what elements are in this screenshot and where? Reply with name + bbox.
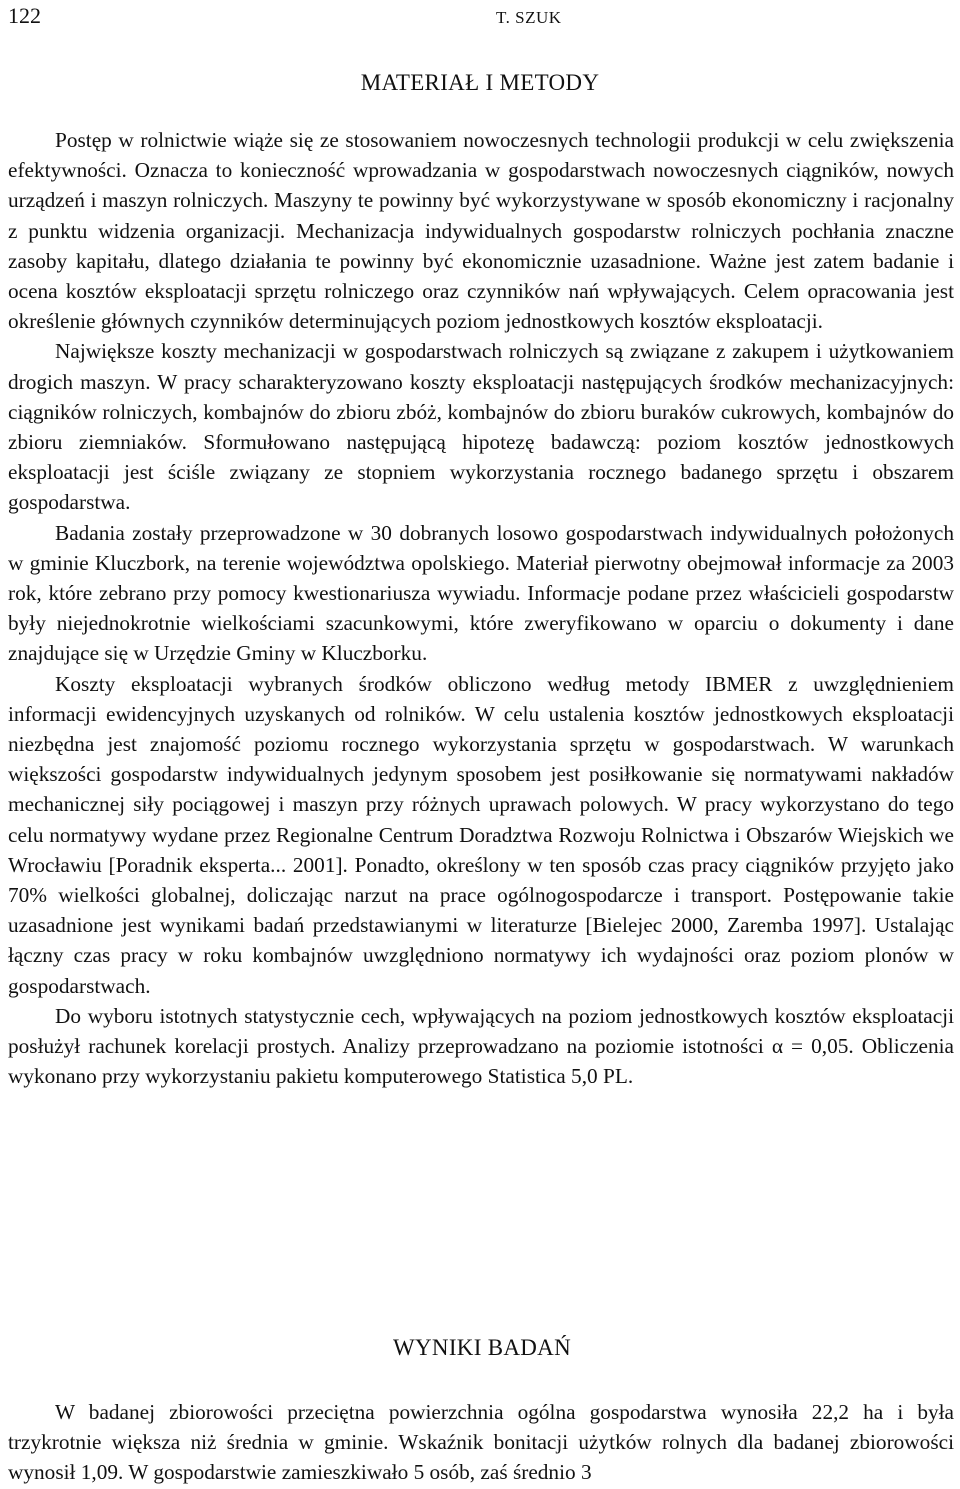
paragraph: Największe koszty mechanizacji w gospodarstwach rolniczych są związane z zakupem i użytkowaniem drogich maszyn. W pracy scharakteryzowano koszty eksploatacji następujących środków mechanizacyjnych: ciągników rolniczych, kombajnów do zbioru zbóż, kombajnów do zbioru buraków cukrowych, kombajnów do zbioru ziemniaków. Sformułowano następującą hipotezę badawczą: poziom kosztów jednostkowych eksploatacji jest ściśle związany ze stopniem wykorzystania rocznego badanego sprzętu i obszarem gospodarstwa. xyxy=(8,339,954,515)
results-body xyxy=(8,1397,954,1488)
paragraph: W badanej zbiorowości przeciętna powierzchnia ogólna gospodarstwa wynosiła 22,2 ha i była trzykrotnie większa niż średnia w gminie. Wskaźnik bonitacji użytków rolnych dla badanej zbiorowości wynosił 1,09. W gospodarstwie zamieszkiwało 5 osób, zaś średnio 3 xyxy=(8,1400,954,1485)
paragraph: Postęp w rolnictwie wiąże się ze stosowaniem nowoczesnych technologii produkcji w celu zwiększenia efektywności. Oznacza to konieczność wprowadzania w gospodarstwach nowoczesnych ciągników, nowych urządzeń i maszyn rolniczych. Maszyny te powinny być wykorzystywane w sposób ekonomiczny i racjonalny z punktu widzenia organizacji. Mechanizacja indywidualnych gospodarstw rolniczych pochłania znaczne zasoby kapitału, dlatego działania te powinny być ekonomicznie uzasadnione. Ważne jest zatem badanie i ocena kosztów eksploatacji sprzętu rolniczego oraz czynników nań wpływających. Celem opracowania jest określenie głównych czynników determinujących poziom jednostkowych kosztów eksploatacji. xyxy=(8,128,954,334)
running-header xyxy=(8,2,950,34)
paragraph: Koszty eksploatacji wybranych środków obliczono według metody IBMER z uwzględnieniem informacji ewidencyjnych uzyskanych od rolników. W celu ustalenia kosztów jednostkowych eksploatacji niezbędna jest znajomość poziomu rocznego wykorzystania sprzętu w gospodarstwach. W warunkach większości gospodarstw indywidualnych jedynym sposobem jest posiłkowanie się normatywami nakładów mechanicznej siły pociągowej i maszyn przy różnych uprawach polowych. W pracy wykorzystano do tego celu normatywy wydane przez Regionalne Centrum Doradztwa Rozwoju Rolnictwa i Obszarów Wiejskich we Wrocławiu [Poradnik eksperta... 2001]. Ponadto, określony w ten sposób czas pracy ciągników przyjęto jako 70% wielkości globalnej, doliczając narzut na prace ogólnogospodarcze i transport. Postępowanie takie uzasadnione jest wynikami badań przedstawianymi w literaturze [Bielejec 2000, Zaremba 1997]. Ustalając łączny czas pracy w roku kombajnów uwzględniono normatywy ich wydajności oraz poziom plonów w gospodarstwach. xyxy=(8,671,954,998)
paragraph: Do wyboru istotnych statystycznie cech, wpływających na poziom jednostkowych kosztów eksploatacji posłużył rachunek korelacji prostych. Analizy przeprowadzano na poziomie istotności α = 0,05. Obliczenia wykonano przy wykorzystaniu pakietu komputerowego Statistica 5,0 PL. xyxy=(8,1003,954,1089)
page-number: 122 xyxy=(8,3,41,28)
running-head-author: T. SZUK xyxy=(496,8,562,27)
methods-body xyxy=(8,125,954,1092)
paragraph: Badania zostały przeprowadzone w 30 dobranych losowo gospodarstwach indywidualnych położonych w gminie Kluczbork, na terenie województwa opolskiego. Materiał pierwotny obejmował informacje za 2003 rok, które zebrano przy pomocy kwestionariusza wywiadu. Informacje podane przez właścicieli gospodarstw były niejednokrotnie wielkościami szacunkowymi, które zweryfikowano w oparciu o dokumenty i dane znajdujące się w Urzędzie Gminy w Kluczborku. xyxy=(8,520,954,666)
section-heading-methods: MATERIAŁ I METODY xyxy=(360,70,600,95)
section-heading-results: WYNIKI BADAŃ xyxy=(393,1335,571,1360)
